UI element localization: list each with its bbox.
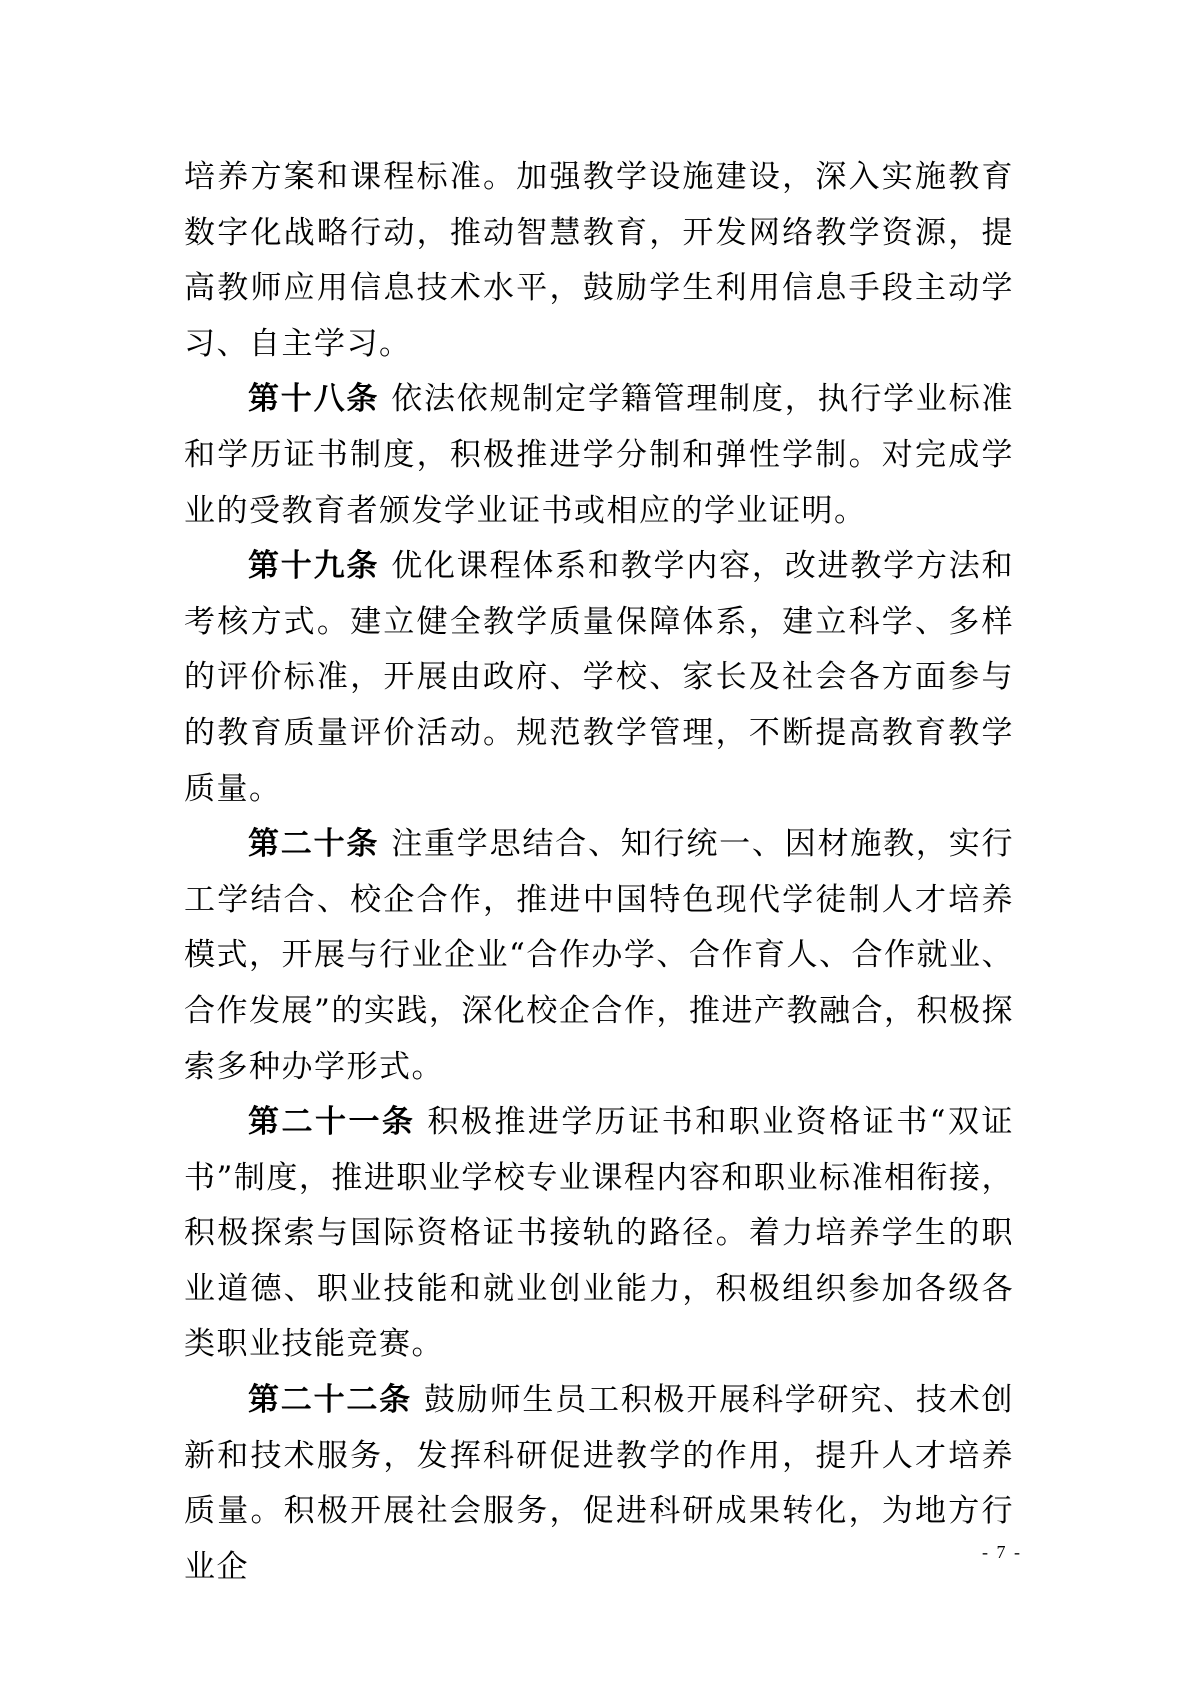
article-21 (184, 1095, 1014, 1373)
article-number: 第十九条 (248, 548, 380, 585)
article-number: 第二十一条 (248, 1104, 416, 1141)
article-text: 注重学思结合、知行统一、因材施教，实行工学结合、校企合作，推进中国特色现代学徒制人才培养模式，开展与行业企业“合作办学、合作育人、合作就业、合作发展”的实践，深化校企合作，推进产教融合，积极探索多种办学形式。 (184, 826, 1015, 1085)
article-22 (184, 1373, 1014, 1595)
article-20 (184, 817, 1014, 1095)
article-number: 第二十条 (248, 826, 380, 863)
article-19 (184, 539, 1014, 817)
article-text: 积极推进学历证书和职业资格证书“双证书”制度，推进职业学校专业课程内容和职业标准相衔接，积极探索与国际资格证书接轨的路径。着力培养学生的职业道德、职业技能和就业创业能力，积极组织参加各级各类职业技能竞赛。 (184, 1104, 1014, 1363)
article-text: 依法依规制定学籍管理制度，执行学业标准和学历证书制度，积极推进学分制和弹性学制。对完成学业的受教育者颁发学业证书或相应的学业证明。 (184, 381, 1015, 529)
page-number: - 7 - (982, 1542, 1022, 1562)
body-text (184, 150, 1014, 1595)
article-text: 优化课程体系和教学内容，改进教学方法和考核方式。建立健全教学质量保障体系，建立科学、多样的评价标准，开展由政府、学校、家长及社会各方面参与的教育质量评价活动。规范教学管理，不断提高教育教学质量。 (184, 548, 1015, 807)
article-number: 第二十二条 (248, 1382, 412, 1419)
article-number: 第十八条 (248, 381, 380, 418)
continued-paragraph: 培养方案和课程标准。加强教学设施建设，深入实施教育数字化战略行动，推动智慧教育，开发网络教学资源，提高教师应用信息技术水平，鼓励学生利用信息手段主动学习、自主学习。 (184, 159, 1014, 362)
article-text: 鼓励师生员工积极开展科学研究、技术创新和技术服务，发挥科研促进教学的作用，提升人才培养质量。积极开展社会服务，促进科研成果转化，为地方行业企 (184, 1382, 1015, 1585)
article-18 (184, 372, 1014, 539)
